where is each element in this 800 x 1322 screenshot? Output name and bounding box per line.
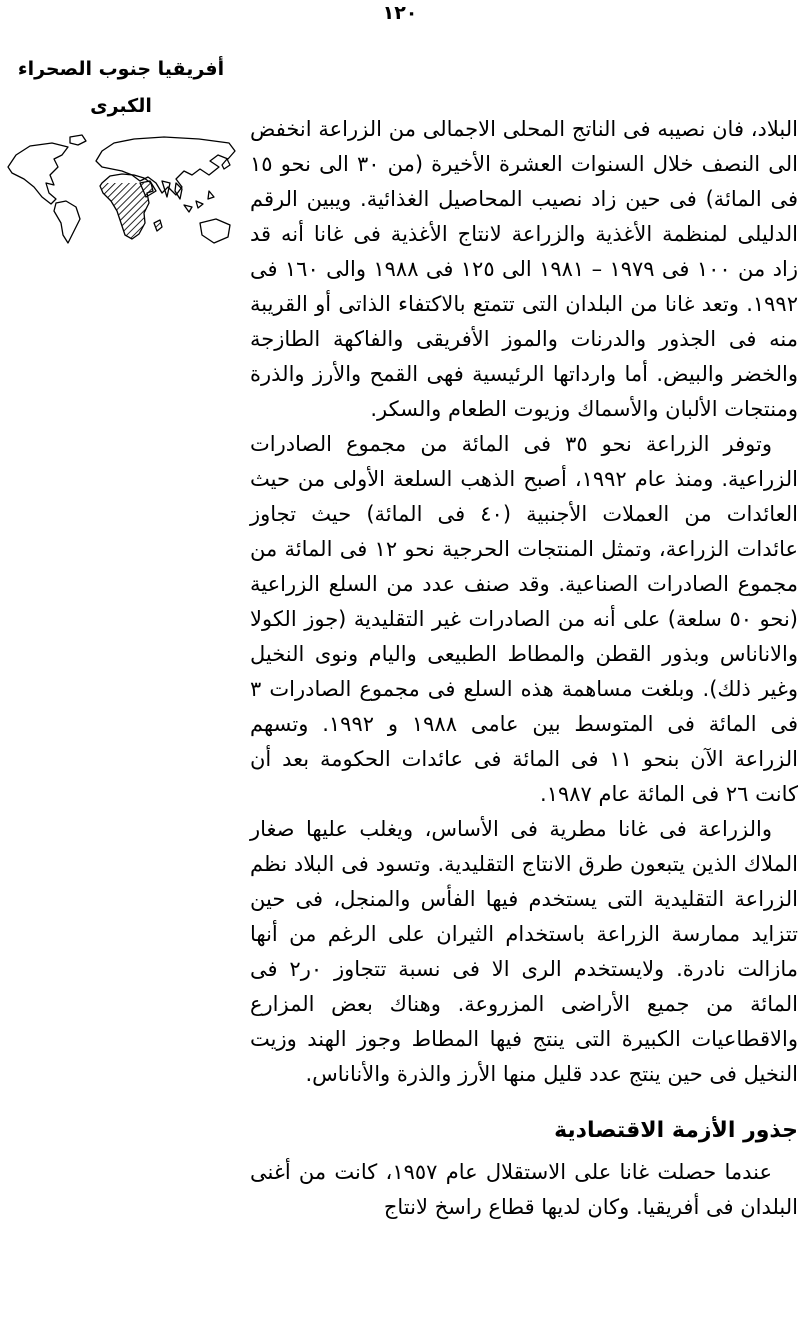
article-body xyxy=(250,112,798,1225)
region-figure xyxy=(0,58,242,253)
figure-caption-line2: الكبرى xyxy=(90,94,152,117)
paragraph-3: والزراعة فى غانا مطرية فى الأساس، ويغلب عليها صغار الملاك الذين يتبعون طرق الانتاج التقليدية. وتسود فى البلاد نظم الزراعة التقليدية التى يستخدم فيها الفأس والمنجل، فى حين تتزايد ممارسة الزراعة باستخدام الثيران على الرغم من أنها مازالت نادرة. ولايستخدم الرى الا فى نسبة تتجاوز ٠ر٢ فى المائة من جميع الأراضى المزروعة. وهناك بعض المزارع والاقطاعيات الكبيرة التى ينتج فيها المطاط وجوز الهند وزيت النخيل فى حين ينتج عدد قليل منها الأرز والذرة والأناناس. xyxy=(250,817,798,1086)
paragraph-2: وتوفر الزراعة نحو ٣٥ فى المائة من مجموع الصادرات الزراعية. ومنذ عام ١٩٩٢، أصبح الذهب السلعة الأولى من حيث العائدات من العملات الأجنبية (٤٠ فى المائة) حيث تجاوز عائدات الزراعة، وتمثل المنتجات الحرجية نحو ١٢ فى المائة من مجموع الصادرات الصناعية. وقد صنف عدد من السلع الزراعية (نحو ٥٠ سلعة) على أنه من الصادرات غير التقليدية (جوز الكولا والاناناس وبذور القطن والمطاط الطبيعى واليام ونوى النخيل وغير ذلك). وبلغت مساهمة هذه السلع فى مجموع الصادرات ٣ فى المائة فى المتوسط بين عامى ١٩٨٨ و ١٩٩٢. وتسهم الزراعة الآن بنحو ١١ فى المائة فى عائدات الحكومة بعد أن كانت ٢٦ فى المائة عام ١٩٨٧. xyxy=(250,432,798,806)
figure-caption-line1: أفريقيا جنوب الصحراء xyxy=(17,58,225,80)
world-map-icon xyxy=(0,131,242,253)
page-number: ١٢٠ xyxy=(382,2,418,24)
paragraph-4: عندما حصلت غانا على الاستقلال عام ١٩٥٧، كانت من أغنى البلدان فى أفريقيا. وكان لديها قطاع راسخ لانتاج xyxy=(250,1159,798,1219)
section-heading: جذور الأزمة الاقتصادية xyxy=(554,1118,798,1143)
paragraph-1: البلاد، فان نصيبه فى الناتج المحلى الاجمالى من الزراعة انخفض الى النصف خلال السنوات العشرة الأخيرة (من ٣٠ الى نحو ١٥ فى المائة) فى حين زاد نصيب المحاصيل الغذائية. ويبين الرقم الدليلى لمنظمة الأغذية والزراعة لانتاج الأغذية فى غانا أنه قد زاد من ١٠٠ فى ١٩٧٩ – ١٩٨١ الى ١٢٥ فى ١٩٨٨ والى ١٦٠ فى ١٩٩٢. وتعد غانا من البلدان التى تتمتع بالاكتفاء الذاتى أو القريبة منه فى الجذور والدرنات والموز الأفريقى والفاكهة الطازجة والخضر والبيض. أما وارداتها الرئيسية فهى القمح والأرز والذرة ومنتجات الألبان والأسماك وزيوت الطعام والسكر. xyxy=(250,117,799,421)
